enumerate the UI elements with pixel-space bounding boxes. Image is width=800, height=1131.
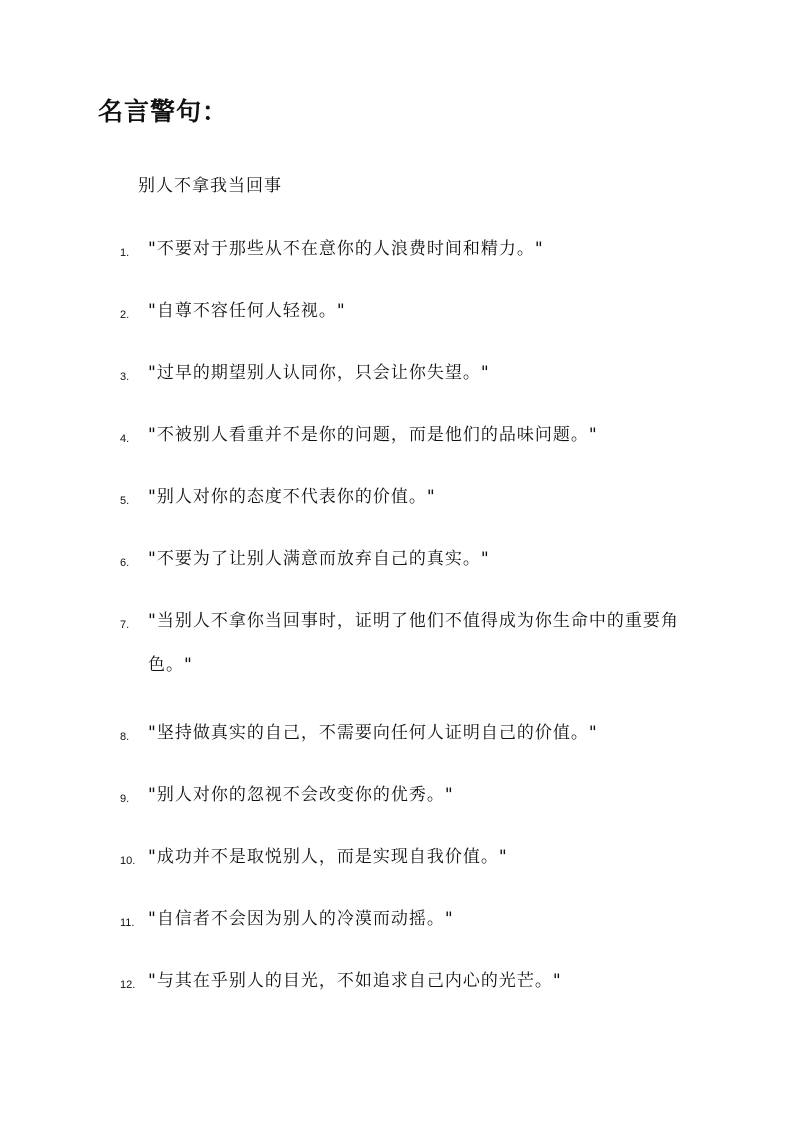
item-number: 4. xyxy=(120,433,130,445)
quote-text: "不要对于那些从不在意你的人浪费时间和精力。" xyxy=(148,239,544,259)
item-number: 11. xyxy=(120,917,135,929)
quote-text: "别人对你的态度不代表你的价值。" xyxy=(148,487,436,507)
item-number: 8. xyxy=(120,731,130,743)
item-number: 5. xyxy=(120,495,130,507)
item-number: 9. xyxy=(120,793,130,805)
item-number: 10. xyxy=(120,855,136,867)
quote-text: "自信者不会因为别人的冷漠而动摇。" xyxy=(148,909,454,929)
item-number: 1. xyxy=(120,247,130,259)
page-title: 名言警句： xyxy=(98,97,229,126)
quote-text: "不被别人看重并不是你的问题，而是他们的品味问题。" xyxy=(148,425,598,445)
quote-text: "过早的期望别人认同你，只会让你失望。" xyxy=(148,363,490,383)
quote-text: "不要为了让别人满意而放弃自己的真实。" xyxy=(148,549,490,569)
quote-text: "别人对你的忽视不会改变你的优秀。" xyxy=(148,785,454,805)
item-number: 12. xyxy=(120,979,136,991)
section-subtitle: 别人不拿我当回事 xyxy=(138,176,282,196)
item-number: 2. xyxy=(120,309,130,321)
item-number: 6. xyxy=(120,557,130,569)
item-number: 7. xyxy=(120,619,130,631)
quote-text: "当别人不拿你当回事时，证明了他们不值得成为你生命中的重要角色。" xyxy=(148,611,679,675)
quote-text: "与其在乎别人的目光，不如追求自己内心的光芒。" xyxy=(148,971,562,991)
quote-text: "坚持做真实的自己，不需要向任何人证明自己的价值。" xyxy=(148,723,598,743)
quote-text: "成功并不是取悦别人，而是实现自我价值。" xyxy=(148,847,508,867)
item-number: 3. xyxy=(120,371,130,383)
quote-text: "自尊不容任何人轻视。" xyxy=(148,301,346,321)
